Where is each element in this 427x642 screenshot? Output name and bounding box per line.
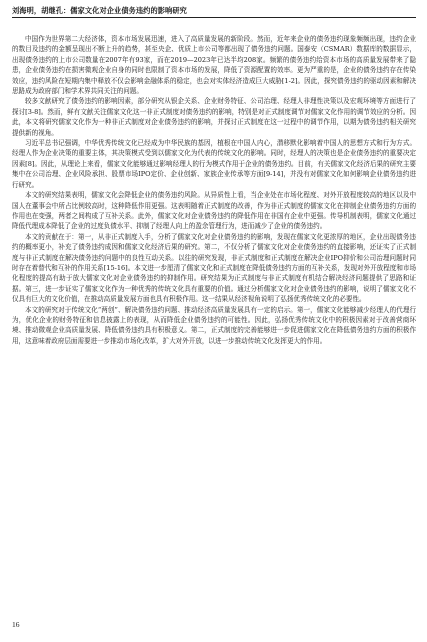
- article-body: [12, 34, 416, 346]
- paragraph: 习近平总书记强调，中华优秀传统文化已经成为中华民族的基因，植根在中国人内心，潜移默化影响着中国人的思想方式和行为方式。经理人作为企业决策的重要主体，其决策模式受到以儒家文化为代表的传统文化的影响。同时，经理人的决策也是企业债务违约的重要决定因素[8]。因此，从理论上来看，儒家文化能够通过影响经理人的行为模式作用于企业的债务违约。目前，有关儒家文化经济后果的研究主要集中在公司治理、企业风险承担、股票市场IPO定价、企业创新、家族企业传承等方面[9-14]，并没有对儒家文化如何影响企业债务违约进行研究。: [12, 139, 416, 189]
- paragraph: 较多文献研究了债务违约的影响因素，部分研究从银企关系、企业财务特征、公司治理、经理人非理性决策以及宏观环境等方面进行了探讨[3-8]。然而，鲜有文献关注儒家文化这一非正式制度对债务违约的影响，特别是对正式制度调节对儒家文化作用的调节效应的分析。因此，本文将研究儒家文化作为一种非正式制度对企业债务违约的影响，并探讨正式制度在这一过程中的调节作用，以期为债务违约相关研究提供新的视角。: [12, 97, 416, 137]
- header-rule: [12, 17, 416, 18]
- running-header: 刘海明，胡继孔：儒家文化对企业债务违约的影响研究: [12, 6, 187, 15]
- paragraph: 中国作为世界第二大经济体，资本市场发展迅速，进入了高质量发展的新阶段。然而，近年来企业的债务违约现象频频出现，违约企业的数目及违约的金额呈现出不断上升的趋势，甚至央企、优质上市公司等都出现了债务违约问题。国泰安（CSMAR）数据库的数据显示，出现债务违约的上市公司数量在2007年有93家，而在2019—2023年已达半均208家。频繁的债务违约给资本市场的高质量发展带来了隐患，企业债务违约在损害微观企业自身的同时也限制了资本市场的发展，降低了资源配置的效率。更为严重的是，企业的债务违约存在传染效应，违约风险在短期内集中释放不仅会影响金融体系的稳定，也会对实体经济造成巨大威胁[1-2]。因此，探究债务违约的驱动因素和解决思路成为政府部门和学术界共同关注的问题。: [12, 35, 416, 96]
- paragraph: 本文的研究结果表明，儒家文化会降低企业的债务违约风险。从异质性上看，当企业处在市场化程度、对外开放程度较高的地区以及中国人在董事会中所占比例较高时，这种降低作用更强。这表明随着正式制度的改善，作为非正式制度的儒家文化在抑制企业债务违约方面的作用也在变强，两者之间构成了互补关系。此外，儒家文化对企业债务违约的降低作用在非国有企业中更强。传导机制表明，儒家文化通过降低代理成本降低了企业的过度负债水平、抑制了经理人向上的盈余管理行为，进而减少了企业的债务违约。: [12, 191, 416, 231]
- paragraph: 本文的研究对于传统文化“两创”、解决债务违约问题、推动经济高质量发展具有一定的启示。第一，儒家文化能够减少经理人的代理行为，优化企业的财务特征和信息披露上的表现，从而降低企业债务违约的可能性。因此，弘扬优秀传统文化中的积极因素对于改善营商环境、推动微观企业高质量发展、降低债务违约具有积极意义。第二，正式制度的完善能够进一步促进儒家文化在降低债务违约方面的积极作用，这意味着政府层面需要进一步推动市场化改革，扩大对外开放，以进一步推动传统文化发挥更大的作用。: [12, 305, 416, 345]
- paragraph: 本文的贡献在于：第一，从非正式制度入手，分析了儒家文化对企业债务违约的影响，发现在儒家文化更浓厚的地区，企业出现债务违约的概率更小，补充了债务违约成因和儒家文化经济后果的研究。第二，不仅分析了儒家文化对企业债务违约的直接影响，还证实了正式制度与非正式制度在解决债务违约问题中的良性互动关系。以往的研究发现，非正式制度和正式制度在解决企业IPO抑价和公司治理问题时同时存在着替代和互补的作用关系[15-16]。本文进一步厘清了儒家文化和正式制度在降低债务违约方面的互补关系，发现对外开放程度和市场化程度的提高有助于放大儒家文化对企业债务违约的抑制作用。研究结果为正式制度与非正式制度有机结合解决经济问题提供了思路和证据。第三，进一步证实了儒家文化作为一种优秀的传统文化具有重要的价值。通过分析儒家文化对企业债务违约的影响，说明了儒家文化不仅具有巨大的文化价值，在推动高质量发展方面也具有积极作用。这一结果从经济视角说明了弘扬优秀传统文化的必要性。: [12, 232, 416, 304]
- page-number: 16: [12, 620, 20, 629]
